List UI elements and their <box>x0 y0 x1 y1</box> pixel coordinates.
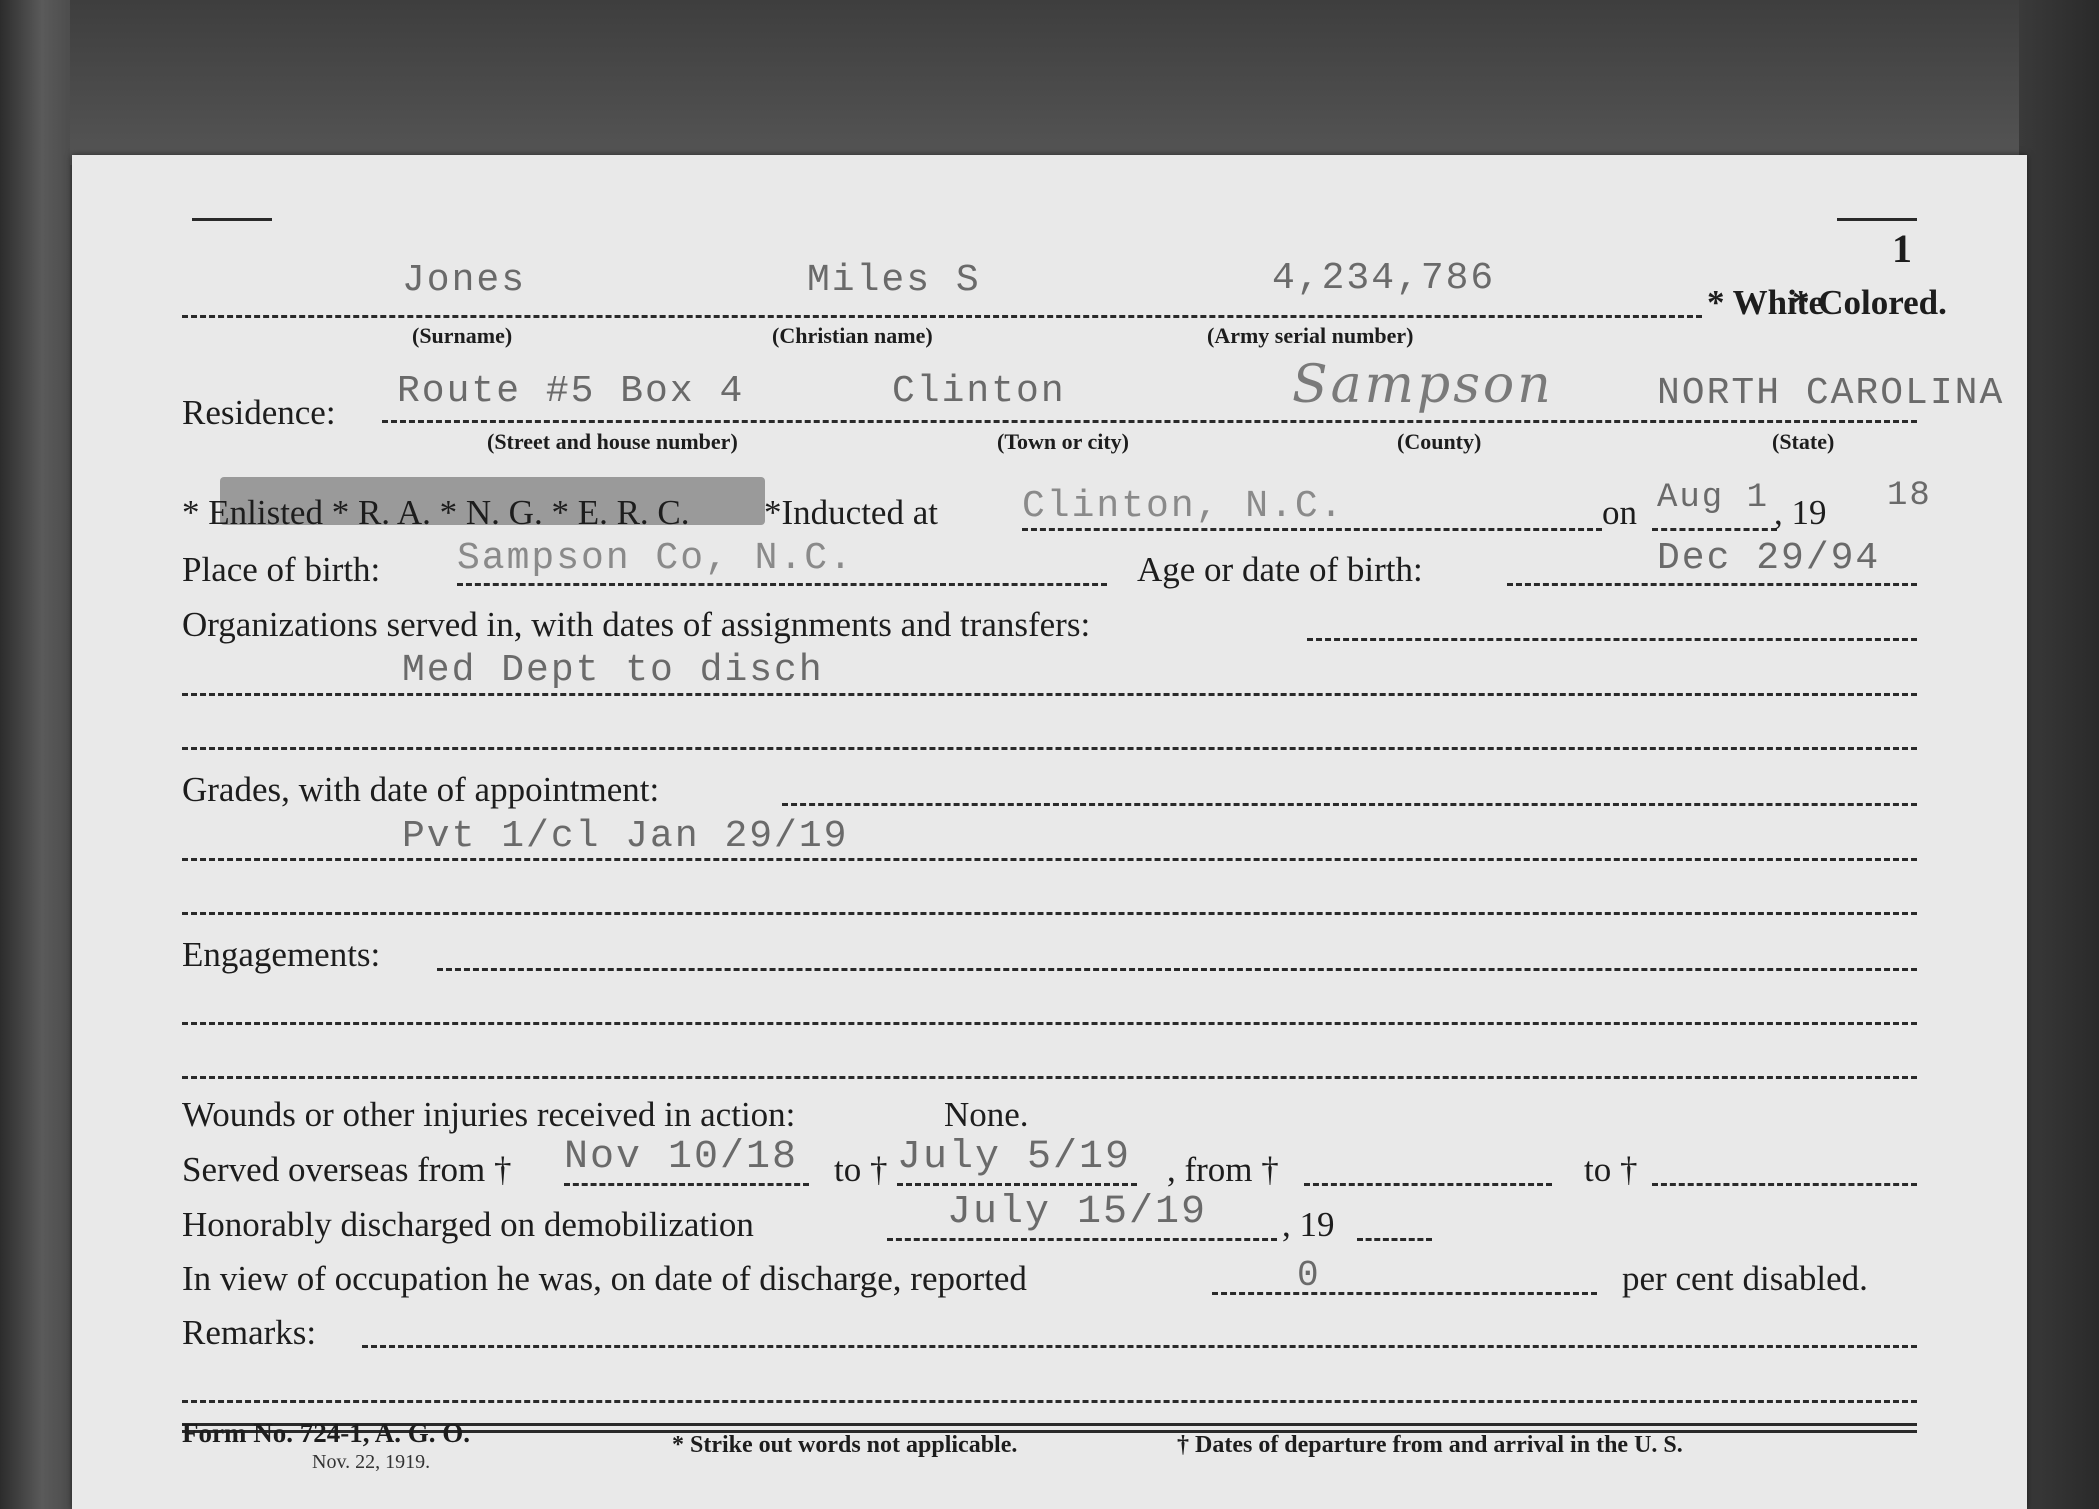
surname-caption: (Surname) <box>412 323 513 348</box>
birth-date-value: Dec 29/94 <box>1657 537 1881 580</box>
overseas-to-value: July 5/19 <box>897 1135 1132 1180</box>
discharge-year-prefix: , 19 <box>1282 1205 1335 1244</box>
serial-number-caption: (Army serial number) <box>1207 323 1414 348</box>
engagements-line-2 <box>182 1022 1917 1025</box>
street-caption: (Street and house number) <box>487 429 738 454</box>
overseas-to2-line <box>1652 1183 1917 1186</box>
birth-place-line <box>457 583 1107 586</box>
disability-value: 0 <box>1297 1255 1321 1296</box>
form-number: Form No. 724-1, A. G. O. <box>182 1418 470 1448</box>
overseas-label: Served overseas from † <box>182 1150 512 1189</box>
induction-year-suffix: 18 <box>1887 477 1932 515</box>
engagements-line-1 <box>437 968 1917 971</box>
residence-label: Residence: <box>182 393 336 432</box>
residence-line <box>382 420 1917 423</box>
grades-line-3 <box>182 912 1917 915</box>
background-top <box>0 0 2099 165</box>
birth-date-label: Age or date of birth: <box>1137 550 1423 589</box>
card-number: 1 <box>1892 226 1912 271</box>
inducted-place-line <box>1022 528 1602 531</box>
induction-date-value: Aug 1 <box>1657 479 1770 517</box>
strike-note: * Strike out words not applicable. <box>672 1432 1018 1458</box>
engagements-label: Engagements: <box>182 935 381 974</box>
inducted-label: *Inducted at <box>764 493 938 532</box>
dagger-note: † Dates of departure from and arrival in the U. S. <box>1177 1432 1683 1458</box>
remarks-line-1 <box>362 1345 1917 1348</box>
service-record-card <box>72 155 2027 1509</box>
grades-line-1 <box>782 803 1917 806</box>
wounds-label: Wounds or other injuries received in action: <box>182 1095 796 1134</box>
disability-suffix: per cent disabled. <box>1622 1259 1868 1298</box>
overseas-to-line <box>897 1183 1137 1186</box>
surname-value: Jones <box>402 259 527 302</box>
name-line <box>182 315 1702 318</box>
organizations-line-2 <box>182 693 1917 696</box>
remarks-label: Remarks: <box>182 1313 317 1352</box>
discharge-label: Honorably discharged on demobilization <box>182 1205 754 1244</box>
residence-state-value: NORTH CAROLINA <box>1657 372 2005 415</box>
county-caption: (County) <box>1397 429 1482 454</box>
overseas-to2-label: to † <box>1584 1150 1638 1189</box>
town-caption: (Town or city) <box>997 429 1129 454</box>
overseas-from-line <box>564 1183 809 1186</box>
top-left-rule <box>192 218 272 221</box>
organizations-value: Med Dept to disch <box>402 649 824 692</box>
remarks-line-2 <box>182 1400 1917 1403</box>
form-date: Nov. 22, 1919. <box>312 1451 431 1473</box>
wounds-value: None. <box>944 1095 1029 1134</box>
background-left-edge <box>0 0 70 1509</box>
induction-year-prefix: , 19 <box>1774 493 1827 532</box>
serial-number-value: 4,234,786 <box>1272 257 1496 300</box>
residence-street-value: Route #5 Box 4 <box>397 370 745 413</box>
overseas-from2-label: , from † <box>1167 1150 1279 1189</box>
enlistment-type-text: * Enlisted * R. A. * N. G. * E. R. C. <box>182 493 690 532</box>
overseas-from2-line <box>1304 1183 1552 1186</box>
inducted-place-value: Clinton, N.C. <box>1022 485 1345 528</box>
residence-town-value: Clinton <box>892 370 1066 413</box>
birth-place-label: Place of birth: <box>182 550 381 589</box>
christian-name-value: Miles S <box>807 259 981 302</box>
grades-value: Pvt 1/cl Jan 29/19 <box>402 815 849 858</box>
background-right-edge <box>2019 0 2099 1509</box>
disability-label: In view of occupation he was, on date of discharge, reported <box>182 1259 1027 1298</box>
state-caption: (State) <box>1772 429 1835 454</box>
top-right-rule <box>1837 218 1917 221</box>
engagements-line-3 <box>182 1076 1917 1079</box>
organizations-label: Organizations served in, with dates of assignments and transfers: <box>182 605 1091 644</box>
inducted-on-label: on <box>1602 493 1637 532</box>
discharge-date-line <box>887 1238 1277 1241</box>
overseas-from-value: Nov 10/18 <box>564 1135 799 1180</box>
residence-county-value: Sampson <box>1292 355 1554 415</box>
disability-line <box>1212 1292 1597 1295</box>
grades-line-2 <box>182 858 1917 861</box>
colored-option: * Colored. <box>1792 283 1947 322</box>
discharge-year-line <box>1357 1238 1432 1241</box>
induction-date-line <box>1652 528 1777 531</box>
organizations-line-3 <box>182 747 1917 750</box>
discharge-date-value: July 15/19 <box>947 1190 1208 1235</box>
grades-label: Grades, with date of appointment: <box>182 770 660 809</box>
birth-place-value: Sampson Co, N.C. <box>457 537 854 580</box>
christian-name-caption: (Christian name) <box>772 323 933 348</box>
white-option: * White <box>1707 283 1824 322</box>
overseas-to-label: to † <box>834 1150 888 1189</box>
birth-date-line <box>1507 583 1917 586</box>
organizations-line-1 <box>1307 638 1917 641</box>
